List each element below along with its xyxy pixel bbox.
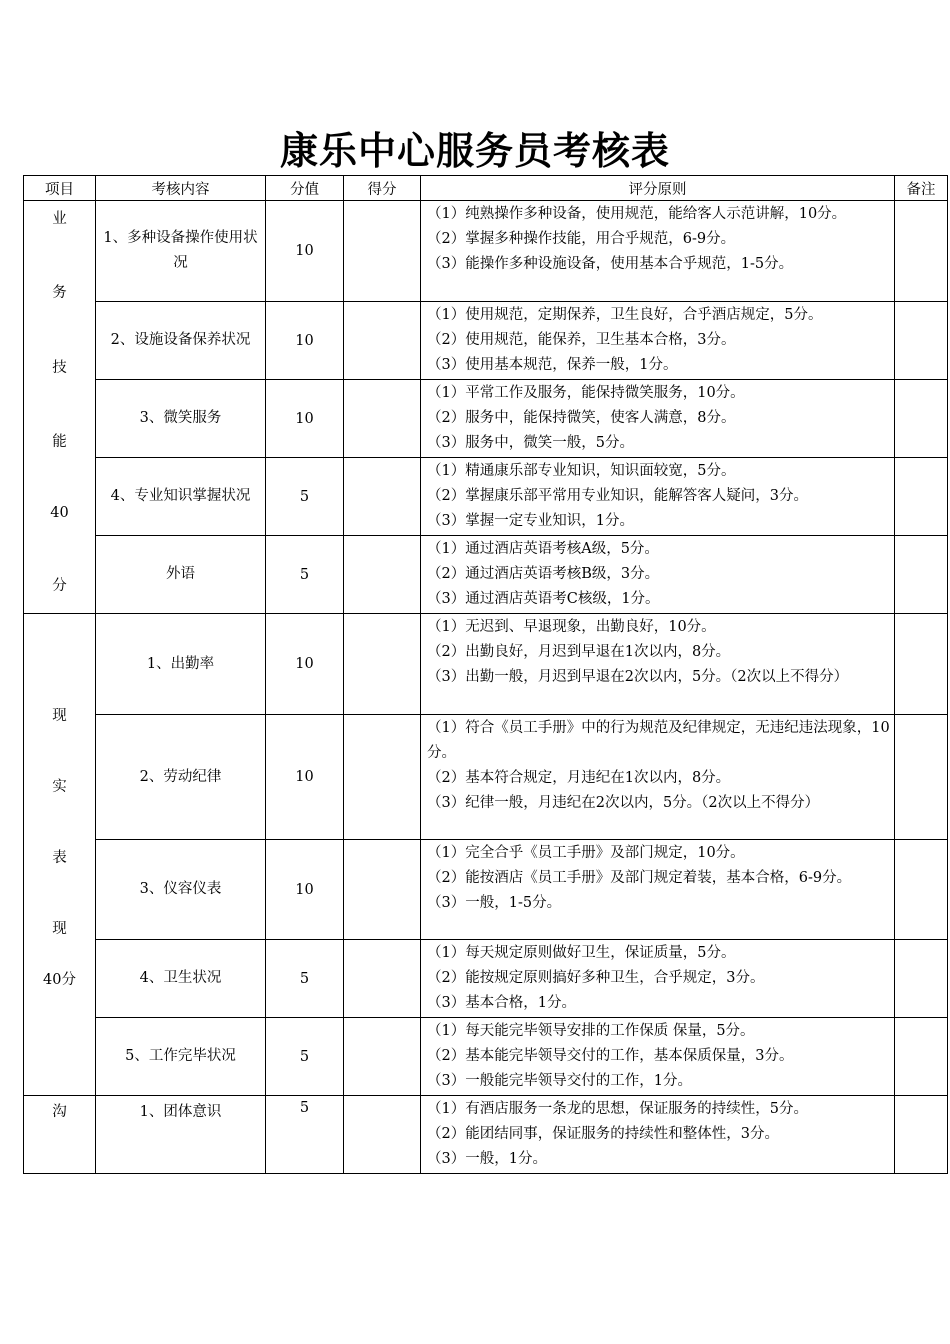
category-char: 务 [52,285,67,302]
criteria-line: （1）每天规定原则做好卫生，保证质量，5分。 [427,945,736,961]
header-score: 分值 [266,176,344,201]
criteria-line: （1）有酒店服务一条龙的思想，保证服务的持续性，5分。 [427,1101,808,1117]
criteria-line: （3）服务中，微笑一般，5分。 [427,435,634,451]
criteria-line: （3）通过酒店英语考C核级，1分。 [427,591,660,607]
earned-cell[interactable] [344,201,421,302]
remarks-cell[interactable] [895,536,948,614]
assessment-table [23,175,948,1174]
criteria-cell [421,715,895,840]
header-content: 考核内容 [96,176,266,201]
score-cell: 10 [266,614,344,715]
score-cell: 10 [266,302,344,380]
score-cell: 10 [266,715,344,840]
criteria-line: （2）基本符合规定，月违纪在1次以内，8分。 [427,770,731,786]
criteria-line: （3）基本合格，1分。 [427,995,576,1011]
table-row [24,536,948,614]
table-row [24,201,948,302]
content-cell: 1、多种设备操作使用状况 [96,201,266,302]
criteria-line: （1）完全合乎《员工手册》及部门规定，10分。 [427,845,745,861]
header-earned: 得分 [344,176,421,201]
criteria-line: （2）掌握多种操作技能，用合乎规范，6-9分。 [427,231,736,247]
earned-cell[interactable] [344,614,421,715]
criteria-line: （1）通过酒店英语考核A级，5分。 [427,541,659,557]
criteria-line: （3）一般，1分。 [427,1151,547,1167]
criteria-cell [421,302,895,380]
criteria-cell [421,940,895,1018]
remarks-cell[interactable] [895,940,948,1018]
category-char: 表 [52,850,67,866]
content-cell: 外语 [96,536,266,614]
table-row [24,302,948,380]
earned-cell[interactable] [344,458,421,536]
content-cell: 3、微笑服务 [96,380,266,458]
remarks-cell[interactable] [895,380,948,458]
earned-cell[interactable] [344,536,421,614]
earned-cell[interactable] [344,1096,421,1174]
category-char: 技 [52,359,67,376]
criteria-line: （3）使用基本规范，保养一般，1分。 [427,357,678,373]
score-cell: 10 [266,201,344,302]
category-cell [24,1096,96,1174]
criteria-cell [421,1018,895,1096]
score-cell: 5 [266,1018,344,1096]
category-char: 现 [52,921,67,937]
table-row [24,1096,948,1174]
category-char: 实 [52,779,67,795]
criteria-line: （2）使用规范，能保养，卫生基本合格，3分。 [427,332,736,348]
remarks-cell[interactable] [895,458,948,536]
score-cell: 5 [266,458,344,536]
criteria-line: （1）精通康乐部专业知识，知识面较宽，5分。 [427,463,736,479]
criteria-line: （3）出勤一般，月迟到早退在2次以内，5分。（2次以上不得分） [427,669,849,685]
remarks-cell[interactable] [895,1018,948,1096]
content-cell: 1、团体意识 [96,1096,266,1174]
criteria-line: （2）服务中，能保持微笑，使客人满意，8分。 [427,410,736,426]
content-cell: 5、工作完毕状况 [96,1018,266,1096]
table-row [24,614,948,715]
criteria-line: （2）掌握康乐部平常用专业知识，能解答客人疑问，3分。 [427,488,808,504]
header-remarks: 备注 [895,176,948,201]
criteria-line: （3）能操作多种设施设备，使用基本合乎规范，1-5分。 [427,256,794,272]
content-cell: 2、劳动纪律 [96,715,266,840]
content-cell: 4、专业知识掌握状况 [96,458,266,536]
remarks-cell[interactable] [895,614,948,715]
criteria-line: （1）每天能完毕领导安排的工作保质 保量，5分。 [427,1023,755,1039]
score-cell: 5 [266,536,344,614]
earned-cell[interactable] [344,1018,421,1096]
category-cell [24,614,96,1096]
criteria-line: （2）通过酒店英语考核B级，3分。 [427,566,660,582]
criteria-line: （2）能按规定原则搞好多种卫生，合乎规定，3分。 [427,970,765,986]
criteria-line: （1）无迟到、早退现象，出勤良好，10分。 [427,619,716,635]
criteria-line: （3）一般能完毕领导交付的工作，1分。 [427,1073,692,1089]
header-criteria: 评分原则 [421,176,895,201]
category-cell [24,201,96,614]
table-header-row [24,176,948,201]
earned-cell[interactable] [344,380,421,458]
earned-cell[interactable] [344,715,421,840]
criteria-cell [421,458,895,536]
earned-cell[interactable] [344,940,421,1018]
content-cell: 4、卫生状况 [96,940,266,1018]
criteria-line: （1）符合《员工手册》中的行为规范及纪律规定，无违纪违法现象，10分。 [427,720,890,761]
criteria-cell [421,614,895,715]
table-row [24,380,948,458]
criteria-line: （2）出勤良好，月迟到早退在1次以内，8分。 [427,644,731,660]
category-char: 能 [52,434,67,451]
category-char: 40分 [43,972,76,988]
criteria-line: （3）纪律一般，月违纪在2次以内，5分。（2次以上不得分） [427,795,820,811]
criteria-line: （3）一般，1-5分。 [427,895,562,911]
criteria-line: （2）基本能完毕领导交付的工作，基本保质保量，3分。 [427,1048,794,1064]
criteria-cell [421,201,895,302]
content-cell: 1、出勤率 [96,614,266,715]
criteria-line: （2）能按酒店《员工手册》及部门规定着装，基本合格，6-9分。 [427,870,852,886]
category-char: 沟 [52,1104,67,1120]
criteria-cell [421,536,895,614]
remarks-cell[interactable] [895,840,948,940]
score-cell: 10 [266,380,344,458]
table-row [24,1018,948,1096]
remarks-cell[interactable] [895,1096,948,1174]
category-char: 分 [52,577,67,594]
remarks-cell[interactable] [895,302,948,380]
table-row [24,840,948,940]
table-row [24,940,948,1018]
table-row [24,715,948,840]
remarks-cell[interactable] [895,201,948,302]
header-category: 项目 [24,176,96,201]
criteria-line: （1）平常工作及服务，能保持微笑服务，10分。 [427,385,745,401]
score-cell: 5 [266,1096,344,1174]
criteria-cell [421,1096,895,1174]
page-title: 康乐中心服务员考核表 [279,129,670,173]
earned-cell[interactable] [344,302,421,380]
content-cell: 2、设施设备保养状况 [96,302,266,380]
score-cell: 5 [266,940,344,1018]
category-char: 40 [50,504,69,521]
criteria-cell [421,380,895,458]
earned-cell[interactable] [344,840,421,940]
criteria-line: （1）使用规范，定期保养，卫生良好，合乎酒店规定，5分。 [427,307,823,323]
criteria-line: （2）能团结同事，保证服务的持续性和整体性，3分。 [427,1126,779,1142]
category-char: 业 [52,211,67,227]
criteria-cell [421,840,895,940]
criteria-line: （1）纯熟操作多种设备，使用规范，能给客人示范讲解，10分。 [427,206,847,222]
criteria-line: （3）掌握一定专业知识，1分。 [427,513,634,529]
content-cell: 3、仪容仪表 [96,840,266,940]
score-cell: 10 [266,840,344,940]
remarks-cell[interactable] [895,715,948,840]
category-char: 现 [52,708,67,724]
table-row [24,458,948,536]
